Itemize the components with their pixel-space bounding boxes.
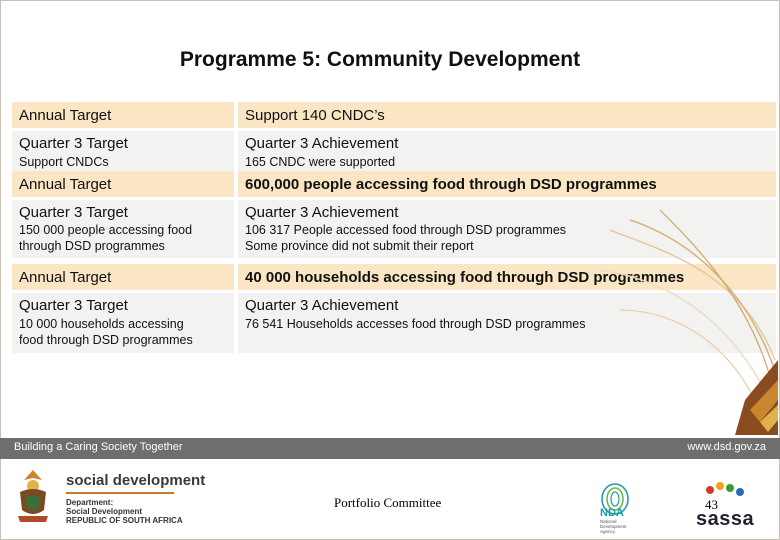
portfolio-committee-text: Portfolio Committee (334, 495, 442, 510)
annual-target-row-1 (12, 102, 776, 128)
department-text: Department: Social Development REPUBLIC OF SOUTH AFRICA (66, 498, 183, 525)
footer-website[interactable]: www.dsd.gov.za (687, 441, 766, 453)
q3-target-cell: Quarter 3 Target 150 000 people accessing food through DSD programmes (12, 200, 234, 258)
sassa-logo-text: sassa (696, 508, 755, 530)
annual-target-label: Annual Target (12, 264, 234, 290)
q3-achievement-cell: Quarter 3 Achievement 165 CNDC were supported (238, 131, 776, 171)
page-number: 43 (705, 497, 718, 512)
annual-target-value: Support 140 CNDC’s (238, 102, 776, 128)
quarter-row-1 (12, 131, 776, 171)
annual-target-value: 600,000 people accessing food through DSD programmes (238, 171, 776, 197)
decorative-swirl-graphic (600, 210, 780, 435)
footer-tagline: Building a Caring Society Together (14, 441, 183, 453)
page-title: Programme 5: Community Development (179, 48, 581, 71)
footer-bar (0, 438, 780, 459)
coat-of-arms-icon (12, 466, 54, 526)
social-development-logo-text: social development (66, 472, 206, 489)
footer (0, 438, 780, 540)
annual-target-row-2 (12, 171, 776, 197)
q3-achievement-cell: Quarter 3 Achievement 76 541 Households accesses food through DSD programmes (238, 293, 776, 353)
nda-subtext: National Development Agency (600, 519, 627, 534)
nda-logo-text: NDA (600, 507, 624, 519)
annual-target-value: 40 000 households accessing food through DSD programmes (238, 264, 776, 290)
q3-target-cell: Quarter 3 Target 10 000 households accessing food through DSD programmes (12, 293, 234, 353)
annual-target-label: Annual Target (12, 102, 234, 128)
logo-divider (66, 492, 174, 494)
q3-target-cell: Quarter 3 Target Support CNDCs (12, 131, 234, 171)
q3-achievement-cell: Quarter 3 Achievement 106 317 People accessed food through DSD programmes Some province did not submit their report (238, 200, 776, 258)
annual-target-label: Annual Target (12, 171, 234, 197)
